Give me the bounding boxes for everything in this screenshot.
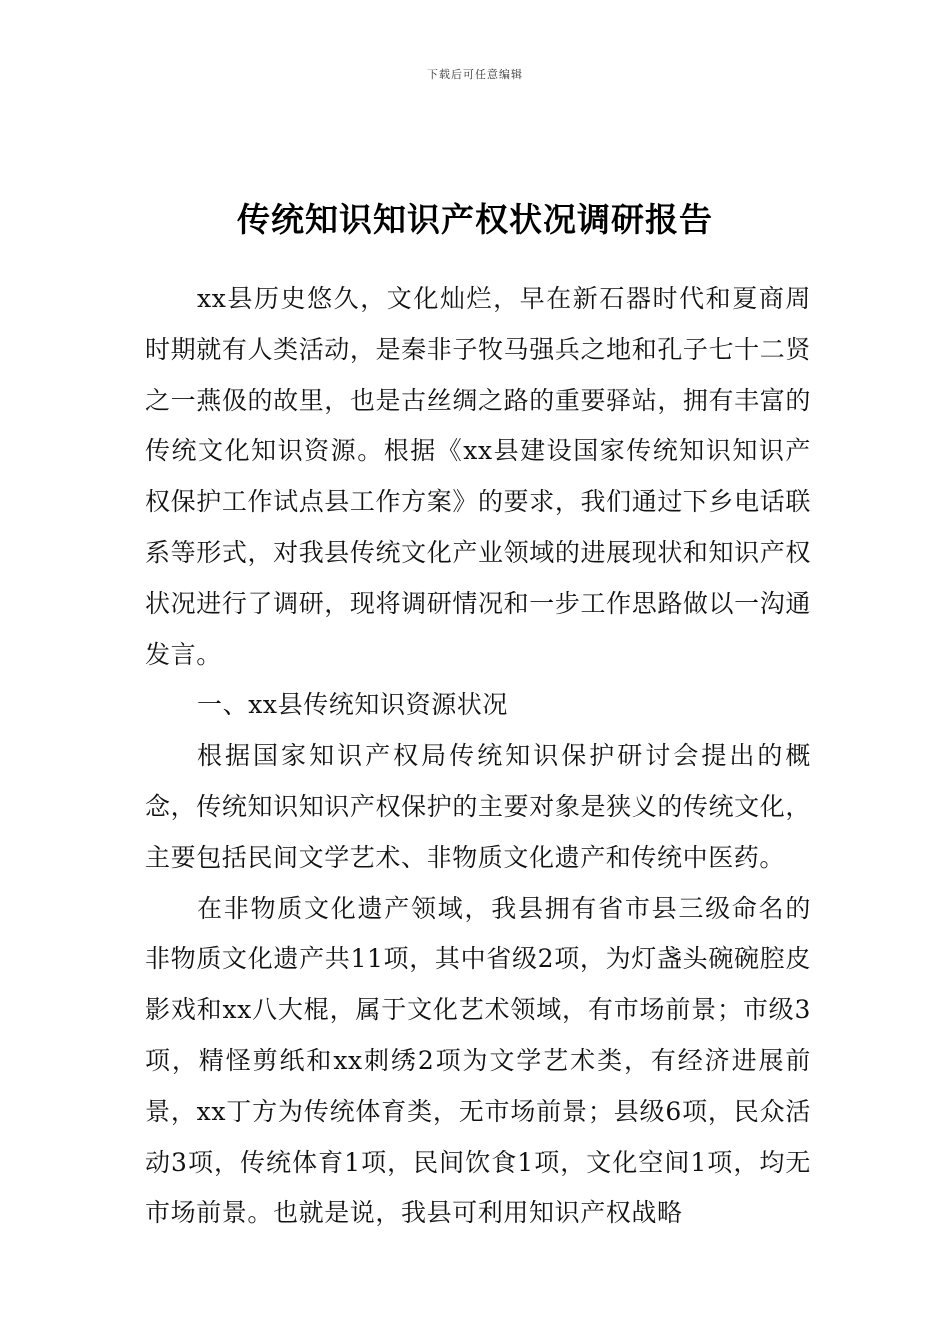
paragraph-intro: xx县历史悠久，文化灿烂，早在新石器时代和夏商周时期就有人类活动，是秦非子牧马强兵之地和孔子七十二贤之一燕伋的故里，也是古丝绸之路的重要驿站，拥有丰富的传统文化知识资源。根据《xx县建设国家传统知识知识产权保护工作试点县工作方案》的要求，我们通过下乡电话联系等形式，对我县传统文化产业领域的进展现状和知识产权状况进行了调研，现将调研情况和一步工作思路做以一沟通发言。	[145, 284, 811, 669]
paragraph-definition: 根据国家知识产权局传统知识保护研讨会提出的概念，传统知识知识产权保护的主要对象是狭义的传统文化，主要包括民间文学艺术、非物质文化遗产和传统中医药。	[145, 741, 811, 872]
document-title: 传统知识知识产权状况调研报告	[237, 200, 713, 240]
header-note: 下载后可任意编辑	[427, 68, 523, 81]
document-body	[145, 274, 811, 1239]
section-heading-1: 一、xx县传统知识资源状况	[197, 690, 508, 720]
paragraph-heritage: 在非物质文化遗产领域，我县拥有省市县三级命名的非物质文化遗产共11项，其中省级2项，为灯盏头碗碗腔皮影戏和xx八大棍，属于文化艺术领域，有市场前景；市级3项，精怪剪纸和xx刺绣2项为文学艺术类，有经济进展前景，xx丁方为传统体育类，无市场前景；县级6项，民众活动3项，传统体育1项，民间饮食1项，文化空间1项，均无市场前景。也就是说，我县可利用知识产权战略	[145, 893, 811, 1228]
